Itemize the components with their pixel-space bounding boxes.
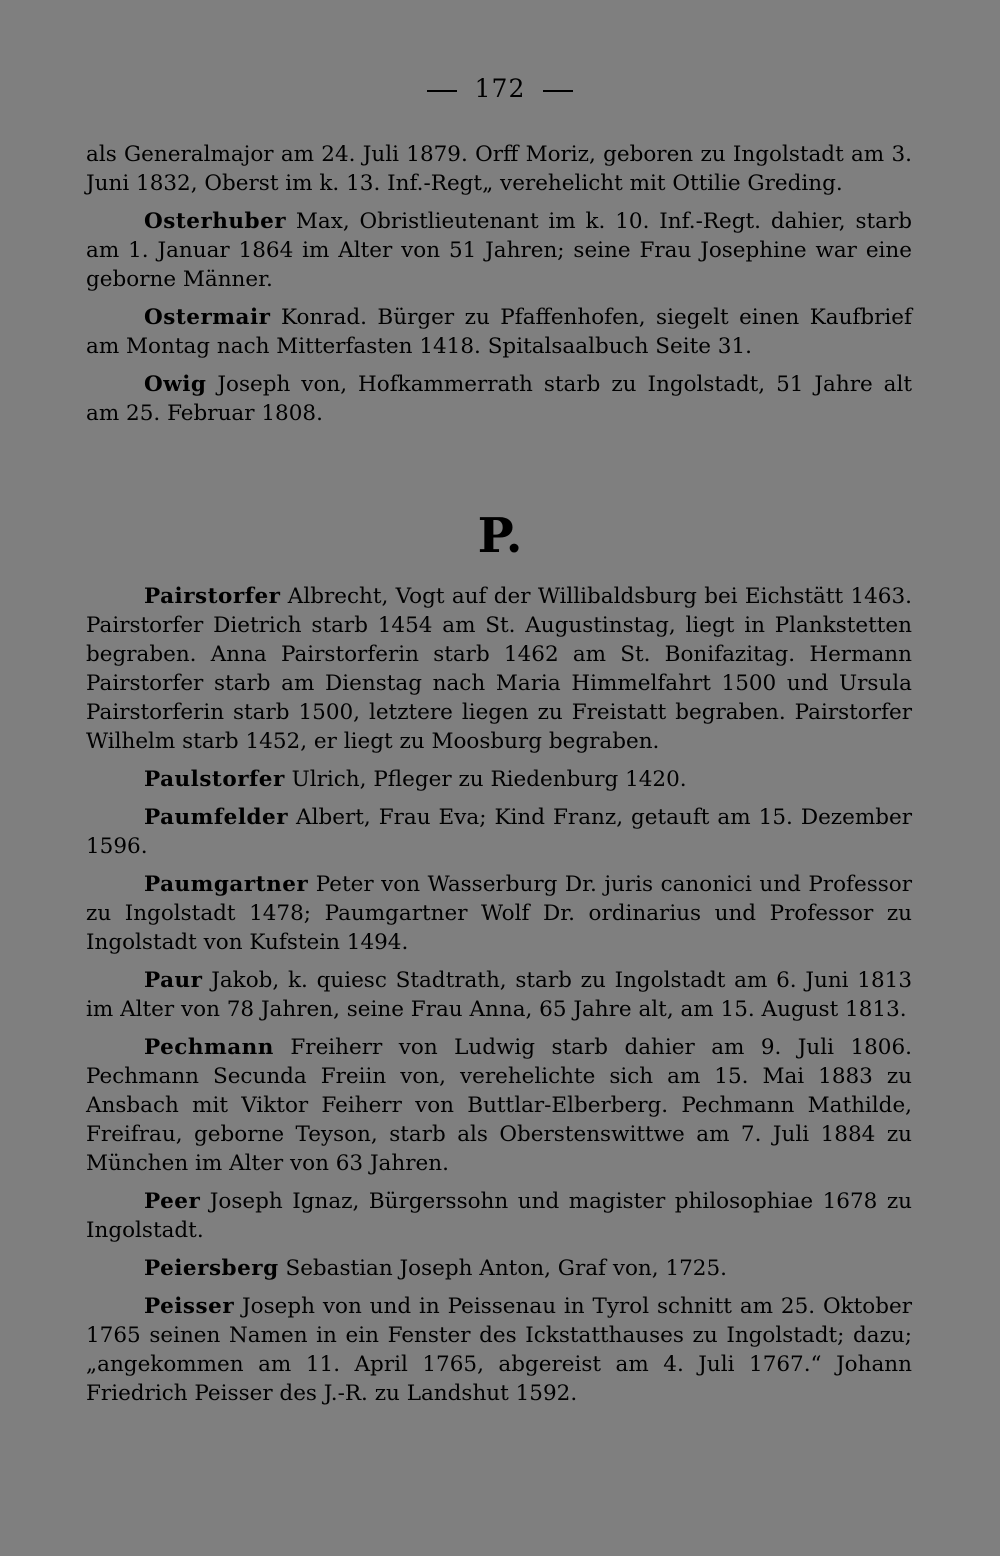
entry-paragraph: [86, 966, 912, 1024]
entry-paragraph: [86, 765, 912, 794]
entry-name: Pairstorfer: [144, 584, 281, 609]
entry-name: Owig: [144, 372, 207, 397]
entry-text: Joseph Ignaz, Bürgerssohn und magister philosophiae 1678 zu Ingolstadt.: [86, 1189, 912, 1243]
entry-text: Konrad. Bürger zu Pfaffenhofen, siegelt einen Kaufbrief am Montag nach Mitterfasten 1418. Spitalsaalbuch Seite 31.: [86, 305, 912, 359]
entry-text: Albrecht, Vogt auf der Willibaldsburg bei Eichstätt 1463. Pairstorfer Dietrich starb 1454 am St. Augustinstag, liegt in Plankstetten begraben. Anna Pairstorferin starb 1462 am St. Bonifazitag. Hermann Pairstorfer starb am Dienstag nach Maria Himmelfahrt 1500 und Ursula Pairstorferin starb 1500, letztere liegen zu Freistatt begraben. Pairstorfer Wilhelm starb 1452, er liegt zu Moosburg begraben.: [86, 584, 912, 754]
entry-name: Paulstorfer: [144, 767, 285, 792]
entry-paragraph: [86, 582, 912, 756]
page-number-dash-left: [427, 90, 457, 92]
entry-name: Ostermair: [144, 305, 271, 330]
entry-text: Joseph von, Hofkammerrath starb zu Ingolstadt, 51 Jahre alt am 25. Februar 1808.: [86, 372, 912, 426]
entry-name: Pechmann: [144, 1035, 274, 1060]
entry-text: Ulrich, Pfleger zu Riedenburg 1420.: [284, 767, 687, 792]
entry-paragraph: [86, 1254, 912, 1283]
entry-paragraph: [86, 303, 912, 361]
entry-name: Peer: [144, 1189, 201, 1214]
entry-text: Freiherr von Ludwig starb dahier am 9. Juli 1806. Pechmann Secunda Freiin von, verehelichte sich am 15. Mai 1883 zu Ansbach mit Viktor Feiherr von Buttlar-Elberberg. Pechmann Mathilde, Freifrau, geborne Teyson, starb als Oberstenswittwe am 7. Juli 1884 zu München im Alter von 63 Jahren.: [86, 1035, 912, 1176]
entry-text: Joseph von und in Peissenau in Tyrol schnitt am 25. Oktober 1765 seinen Namen in ein Fenster des Ickstatthauses zu Ingolstadt; dazu; „angekommen am 11. April 1765, abgereist am 4. Juli 1767.“ Johann Friedrich Peisser des J.-R. zu Landshut 1592.: [86, 1294, 912, 1406]
entry-name: Paumgartner: [144, 872, 309, 897]
entry-paragraph: [86, 1033, 912, 1178]
entry-text: Peter von Wasserburg Dr. juris canonici und Professor zu Ingolstadt 1478; Paumgartner Wolf Dr. ordinarius und Professor zu Ingolstadt von Kufstein 1494.: [86, 872, 912, 955]
page-number-dash-right: [543, 90, 573, 92]
entry-text: Sebastian Joseph Anton, Graf von, 1725.: [278, 1256, 727, 1281]
p-section: [86, 582, 912, 1408]
entry-paragraph: [86, 370, 912, 428]
entry-paragraph: [86, 870, 912, 957]
entry-name: Peiersberg: [144, 1256, 279, 1281]
top-section: [86, 140, 912, 428]
entry-name: Paumfelder: [144, 805, 289, 830]
entry-name: Peisser: [144, 1294, 235, 1319]
entry-text: Albert, Frau Eva; Kind Franz, getauft am 15. Dezember 1596.: [86, 805, 912, 859]
page-number-value: 172: [474, 74, 526, 103]
entry-name: Paur: [144, 968, 203, 993]
entry-text: Max, Obristlieutenant im k. 10. Inf.-Regt. dahier, starb am 1. Januar 1864 im Alter von 51 Jahren; seine Frau Josephine war eine geborne Männer.: [86, 209, 912, 292]
entry-paragraph: [86, 1292, 912, 1408]
continuation-paragraph: als Generalmajor am 24. Juli 1879. Orff Moriz, geboren zu Ingolstadt am 3. Juni 1832, Oberst im k. 13. Inf.-Regt„ verehelicht mit Ottilie Greding.: [86, 142, 912, 196]
entry-paragraph: [86, 1187, 912, 1245]
entry-paragraph: [86, 207, 912, 294]
section-heading-letter: P.: [477, 508, 523, 564]
page-number: [0, 74, 1000, 103]
entry-text: Jakob, k. quiesc Stadtrath, starb zu Ingolstadt am 6. Juni 1813 im Alter von 78 Jahren, seine Frau Anna, 65 Jahre alt, am 15. August 1813.: [86, 968, 912, 1022]
entry-name: Osterhuber: [144, 209, 287, 234]
entry-paragraph: [86, 803, 912, 861]
